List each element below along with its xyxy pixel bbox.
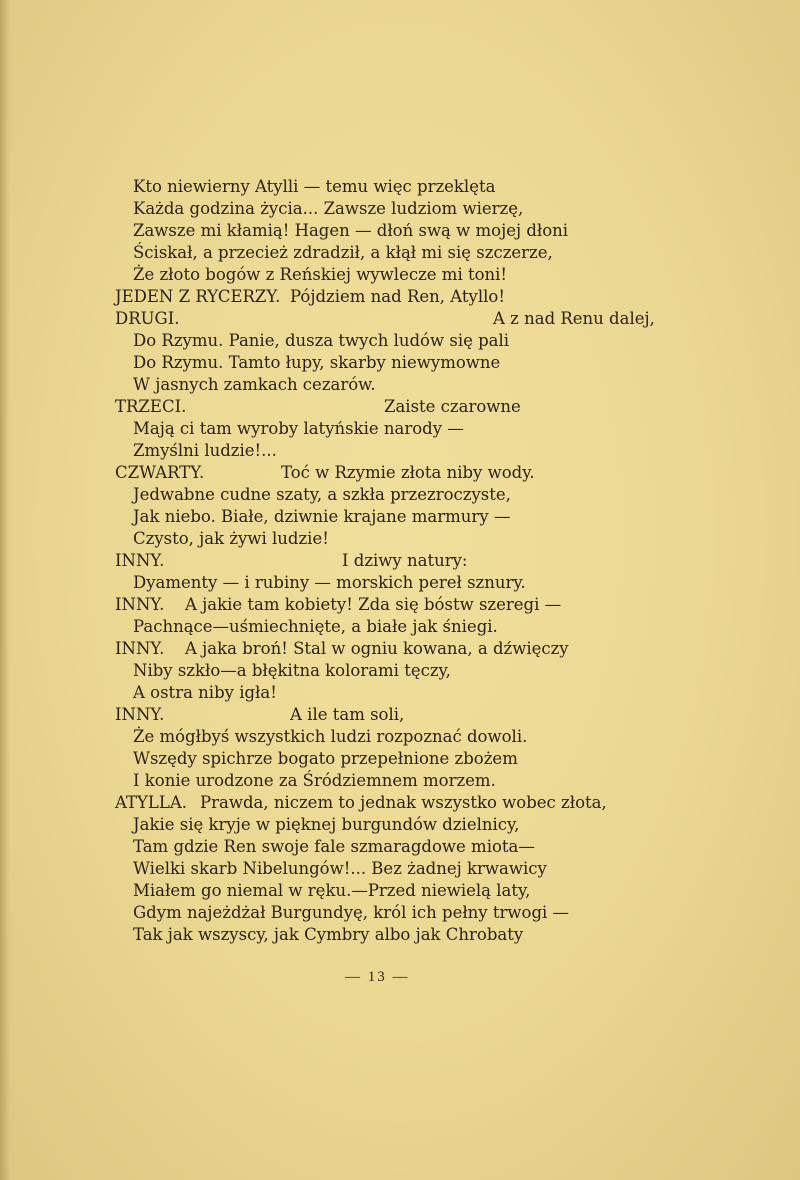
verse-line: Toć w Rzymie złota niby wody. [281, 463, 535, 482]
page-number: — 13 — [345, 969, 410, 985]
verse-line: Niby szkło—a błękitna kolorami tęczy, [133, 661, 451, 680]
verse-line: A jakie tam kobiety! Zda się bóstw szeregi — [185, 595, 562, 614]
speaker-name: INNY. [115, 595, 165, 614]
verse-line: Czysto, jak żywi ludzie! [133, 529, 329, 548]
speaker-name: INNY. [115, 705, 165, 724]
verse-line: Dyamenty — i rubiny — morskich pereł sznury. [133, 573, 526, 592]
verse-line: Każda godzina życia... Zawsze ludziom wierzę, [133, 199, 524, 218]
speaker-name: INNY. [115, 639, 165, 658]
speaker-name: DRUGI. [115, 309, 180, 328]
verse-line: Pachnące—uśmiechnięte, a białe jak śniegi. [133, 617, 498, 636]
verse-line: Kto niewierny Atylli — temu więc przeklęta [133, 177, 496, 196]
verse-line: W jasnych zamkach cezarów. [133, 375, 376, 394]
page-edge-shadow [0, 0, 10, 1180]
verse-line: Jedwabne cudne szaty, a szkła przezroczyste, [133, 485, 511, 504]
verse-line: Do Rzymu. Panie, dusza twych ludów się pali [133, 331, 510, 350]
verse-line: I dziwy natury: [342, 551, 468, 570]
verse-line: Ściskał, a przecież zdradził, a kłął mi się szczerze, [133, 243, 553, 262]
verse-line: A ostra niby igła! [133, 683, 277, 702]
speaker-name: JEDEN Z RYCERZY. [115, 287, 281, 306]
verse-line: Zawsze mi kłamią! Hagen — dłoń swą w mojej dłoni [133, 221, 569, 240]
verse-line: Zmyślni ludzie!... [133, 441, 277, 460]
verse-line: A ile tam soli, [290, 705, 405, 724]
verse-line: Wielki skarb Nibelungów!... Bez żadnej krwawicy [133, 859, 547, 878]
verse-line: Jakie się kryje w pięknej burgundów dzielnicy, [133, 815, 520, 834]
speaker-name: INNY. [115, 551, 165, 570]
verse-line: Mają ci tam wyroby latyńskie narody — [133, 419, 464, 438]
verse-line: I konie urodzone za Śródziemnem morzem. [133, 771, 496, 790]
verse-line: Prawda, niczem to jednak wszystko wobec złota, [200, 793, 607, 812]
speaker-name: CZWARTY. [115, 463, 205, 482]
verse-line: Jak niebo. Białe, dziwnie krajane marmury — [133, 507, 511, 526]
verse-line: Że mógłbyś wszystkich ludzi rozpoznać dowoli. [133, 727, 528, 746]
speaker-name: TRZECI. [115, 397, 187, 416]
verse-line: Miałem go niemal w ręku.—Przed niewielą laty, [133, 881, 531, 900]
verse-line: Pójdziem nad Ren, Atyllo! [290, 287, 505, 306]
speaker-name: ATYLLA. [115, 793, 187, 812]
verse-line: Gdym najeżdżał Burgundyę, król ich pełny trwogi — [133, 903, 570, 922]
verse-line: A jaka broń! Stal w ogniu kowana, a dźwięczy [185, 639, 569, 658]
verse-line: Tam gdzie Ren swoje fale szmaragdowe miota— [133, 837, 535, 856]
verse-line: Do Rzymu. Tamto łupy, skarby niewymowne [133, 353, 501, 372]
verse-line: Tak jak wszyscy, jak Cymbry albo jak Chrobaty [133, 925, 524, 944]
verse-line: Że złoto bogów z Reńskiej wywlecze mi toni! [133, 265, 508, 284]
verse-line: Wszędy spichrze bogato przepełnione zbożem [133, 749, 518, 768]
verse-line: Zaiste czarowne [384, 397, 521, 416]
verse-line: A z nad Renu dalej, [493, 309, 655, 328]
